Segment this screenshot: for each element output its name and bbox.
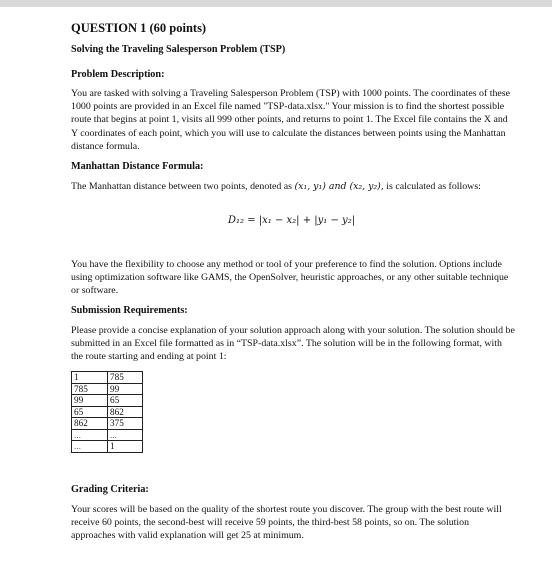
table-cell: 785 (72, 383, 108, 395)
table-cell: 99 (108, 383, 143, 395)
table-row (72, 395, 143, 407)
grading-paragraph: Your scores will be based on the quality of the shortest route you discover. The group with the best route will receive 60 points, the second-best will receive 59 points, the third-best 58 points, so on. The solution approaches with valid explanation will get 25 at minimum. (71, 504, 502, 542)
route-table (71, 371, 143, 453)
manhattan-heading: Manhattan Distance Formula: (71, 161, 204, 172)
table-row (72, 372, 143, 384)
grading-heading: Grading Criteria: (71, 484, 149, 495)
table-cell: ... (108, 429, 143, 441)
submission-heading: Submission Requirements: (71, 305, 188, 316)
table-cell: 65 (72, 406, 108, 418)
problem-description: You are tasked with solving a Traveling Salesperson Problem (TSP) with 1000 points. The coordinates of these 1000 points are provided in an Excel file named "TSP-data.xlsx." Your mission is to find the shortest possible route that begins at point 1, visits all 999 other points, and returns to point 1. The Excel file contains the X and Y coordinates of each point, which you will use to calculate the distances between points using the Manhattan distance formula. (71, 88, 511, 152)
table-cell: 65 (108, 395, 143, 407)
table-cell: 862 (108, 406, 143, 418)
table-cell: 99 (72, 395, 108, 407)
manhattan-intro-paragraph (71, 180, 515, 193)
top-rule (0, 0, 552, 7)
manhattan-formula: D₁₂ = |x₁ − x₂| + |y₁ − y₂| (228, 215, 356, 226)
table-cell: 1 (108, 441, 143, 453)
problem-heading: Problem Description: (71, 69, 165, 80)
table-cell: ... (72, 429, 108, 441)
table-row (72, 418, 143, 430)
table-row (72, 406, 143, 418)
submission-paragraph: Please provide a concise explanation of your solution approach along with your solution. The solution should be submitted in an Excel file formatted as in “TSP-data.xlsx”. The solution will be in the following format, with the route starting and ending at point 1: (71, 325, 515, 363)
table-row (72, 383, 143, 395)
table-row (72, 441, 143, 453)
manhattan-tail: is calculated as follows: (386, 181, 481, 192)
table-row (72, 429, 143, 441)
manhattan-intro: The Manhattan distance between two points, denoted as (71, 181, 293, 192)
manhattan-points: (x₁, y₁) and (x₂, y₂), (294, 181, 384, 192)
question-title: QUESTION 1 (60 points) (71, 21, 207, 35)
table-cell: 375 (108, 418, 143, 430)
table-cell: 1 (72, 372, 108, 384)
table-cell: 862 (72, 418, 108, 430)
table-cell: 785 (108, 372, 143, 384)
table-cell: ... (72, 441, 108, 453)
subtitle: Solving the Traveling Salesperson Problem (TSP) (71, 44, 286, 55)
flexibility-paragraph: You have the flexibility to choose any method or tool of your preference to find the solution. Options include using optimization software like GAMS, the OpenSolver, heuristic approaches, or any other suitable technique or software. (71, 259, 509, 297)
route-table-body (72, 372, 143, 453)
